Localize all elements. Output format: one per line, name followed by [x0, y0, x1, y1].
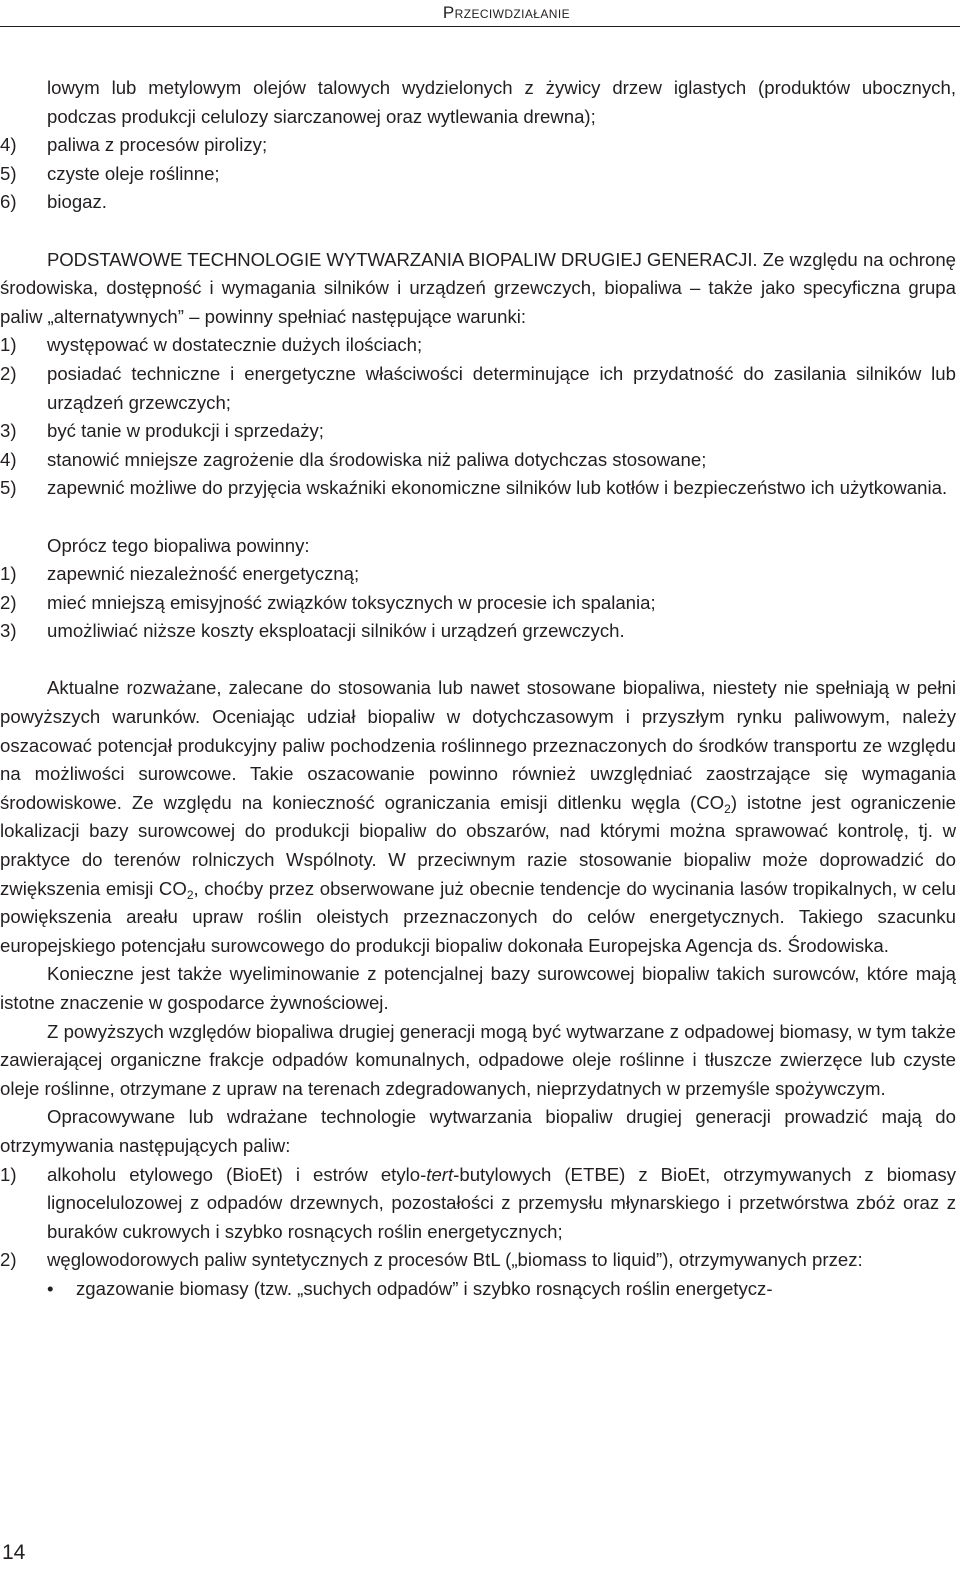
additional-lead: Oprócz tego biopaliwa powinny:: [47, 534, 310, 556]
subscript: 2: [186, 887, 194, 902]
list-item: [0, 474, 956, 503]
list-number: 5): [0, 162, 17, 184]
list-number: 1): [0, 1163, 17, 1185]
list-item: [0, 589, 956, 618]
paragraph-technologies: Opracowywane lub wdrażane technologie wytwarzania biopaliw drugiej generacji prowadzić mają do otrzymywania następujących paliw:: [0, 1106, 956, 1156]
list-number: 1): [0, 334, 17, 356]
list-text: mieć mniejszą emisyjność związków toksycznych w procesie ich spalania;: [47, 591, 656, 613]
list-number: 4): [0, 448, 17, 470]
list-number: 2): [0, 591, 17, 613]
bullet-text: zgazowanie biomasy (tzw. „suchych odpadów” i szybko rosnących roślin energetycz-: [76, 1277, 773, 1299]
paragraph-elimination: Konieczne jest także wyeliminowanie z potencjalnej bazy surowcowej biopaliw takich surowców, które mają istotne znaczenie w gospodarce żywnościowej.: [0, 963, 956, 1013]
list-text: umożliwiać niższe koszty eksploatacji silników i urządzeń grzewczych.: [47, 620, 625, 642]
fuels-list: [0, 1161, 956, 1275]
list-item: [0, 160, 956, 189]
paragraph-text: Aktualne rozważane, zalecane do stosowania lub nawet stosowane biopaliwa, niestety nie spełniają w pełni powyższych warunków. Oceniając udział biopaliw w dotychczasowym i przyszłym rynku paliwowym, należy oszacować potencjał produkcyjny paliw pochodzenia roślinnego przeznaczonych do środków transportu ze względu na możliwości surowcowe. Takie oszacowanie powinno również uwzględniać zaostrzające się wymagania środowiskowe. Ze względu na konieczność ograniczania emisji ditlenku węgla (CO: [0, 677, 956, 813]
list-text: czyste oleje roślinne;: [47, 162, 220, 184]
intro-continuation: lowym lub metylowym olejów talowych wydzielonych z żywicy drzew iglastych (produktów ubocznych, podczas produkcji celulozy siarczanowej oraz wytlewania drewna);: [47, 77, 956, 127]
list-item: [0, 1246, 956, 1275]
list-number: 1): [0, 563, 17, 585]
page-body: [0, 74, 956, 1304]
conditions-list: [0, 331, 956, 503]
list-number: 3): [0, 420, 17, 442]
list-item: [0, 131, 956, 160]
list-item: [0, 446, 956, 475]
section-paragraph: [0, 246, 956, 332]
list-text: węglowodorowych paliw syntetycznych z procesów BtL („biomass to liquid”), otrzymywanych przez:: [47, 1249, 863, 1271]
list-number: 5): [0, 477, 17, 499]
list-item: [0, 188, 956, 217]
list-text: być tanie w produkcji i sprzedaży;: [47, 420, 324, 442]
list-text: stanowić mniejsze zagrożenie dla środowiska niż paliwa dotychczas stosowane;: [47, 448, 707, 470]
list-number: 4): [0, 134, 17, 156]
bullet-item: [0, 1275, 956, 1304]
list-text: -butylowych (ETBE) z BioEt, otrzymywanych z biomasy lignocelulozowej z odpadów drzewnych, pozostałości z przemysłu młynarskiego i przetwórstwa zbóż oraz z buraków cukrowych i szybko rosnących roślin energetycznych;: [47, 1163, 956, 1242]
list-number: 3): [0, 620, 17, 642]
list-item: [0, 560, 956, 589]
list-text: zapewnić możliwe do przyjęcia wskaźniki ekonomiczne silników lub kotłów i bezpieczeństwo ich użytkowania.: [47, 477, 948, 499]
list-item: [0, 1161, 956, 1247]
list-item: [0, 360, 956, 417]
bullet-icon: •: [47, 1277, 54, 1299]
paragraph-text: , choćby przez obserwowane już obecnie tendencje do wycinania lasów tropikalnych, w celu powiększenia areału upraw roślin oleistych przeznaczonych do celów energetycznych. Takiego szacunku europejskiego potencjału surowcowego do produkcji biopaliw dokonała Europejska Agencja ds. Środowiska.: [0, 877, 956, 956]
subscript: 2: [724, 801, 731, 816]
section-lead: Ze względu na ochronę środowiska, dostępność i wymagania silników i urządzeń grzewczych, biopaliwa – także jako specyficzna grupa paliw „alternatywnych” – powinny spełniać następujące warunki:: [0, 248, 956, 327]
intro-list: [0, 131, 956, 217]
list-text: biogaz.: [47, 191, 107, 213]
section-heading: PODSTAWOWE TECHNOLOGIE WYTWARZANIA BIOPALIW DRUGIEJ GENERACJI.: [47, 248, 758, 270]
list-text: posiadać techniczne i energetyczne właściwości determinujące ich przydatność do zasilania silników lub urządzeń grzewczych;: [47, 362, 956, 413]
list-number: 2): [0, 1249, 17, 1271]
list-text: paliwa z procesów pirolizy;: [47, 134, 268, 156]
list-text: zapewnić niezależność energetyczną;: [47, 563, 360, 585]
additional-list: [0, 560, 956, 646]
running-header: [0, 0, 960, 27]
list-number: 2): [0, 362, 17, 384]
list-item: [0, 617, 956, 646]
list-text: występować w dostatecznie dużych ilościach;: [47, 334, 423, 356]
list-number: 6): [0, 191, 17, 213]
running-header-title: Przeciwdziałanie: [442, 3, 570, 22]
list-item: [0, 331, 956, 360]
paragraph-waste-biomass: Z powyższych względów biopaliwa drugiej generacji mogą być wytwarzane z odpadowej biomasy, w tym także zawierającej organiczne frakcje odpadów komunalnych, odpadowe oleje roślinne i tłuszcze zwierzęce lub czyste oleje roślinne, otrzymane z upraw na terenach zdegradowanych, nieprzydatnych w przemyśle spożywczym.: [0, 1020, 956, 1099]
italic-term: tert: [426, 1163, 454, 1185]
list-text: alkoholu etylowego (BioEt) i estrów etylo-: [47, 1163, 427, 1185]
list-item: [0, 417, 956, 446]
paragraph-text: ) istotne jest ograniczenie lokalizacji bazy surowcowej do produkcji biopaliw do obszarów, nad którymi można sprawować kontrolę, tj. w praktyce do terenów rolniczych Wspólnoty. W przeciwnym razie stosowanie biopaliw może doprowadzić do zwiększenia emisji CO: [0, 791, 957, 899]
paragraph-assessment: [0, 674, 956, 960]
page-number: 14: [2, 1541, 26, 1564]
